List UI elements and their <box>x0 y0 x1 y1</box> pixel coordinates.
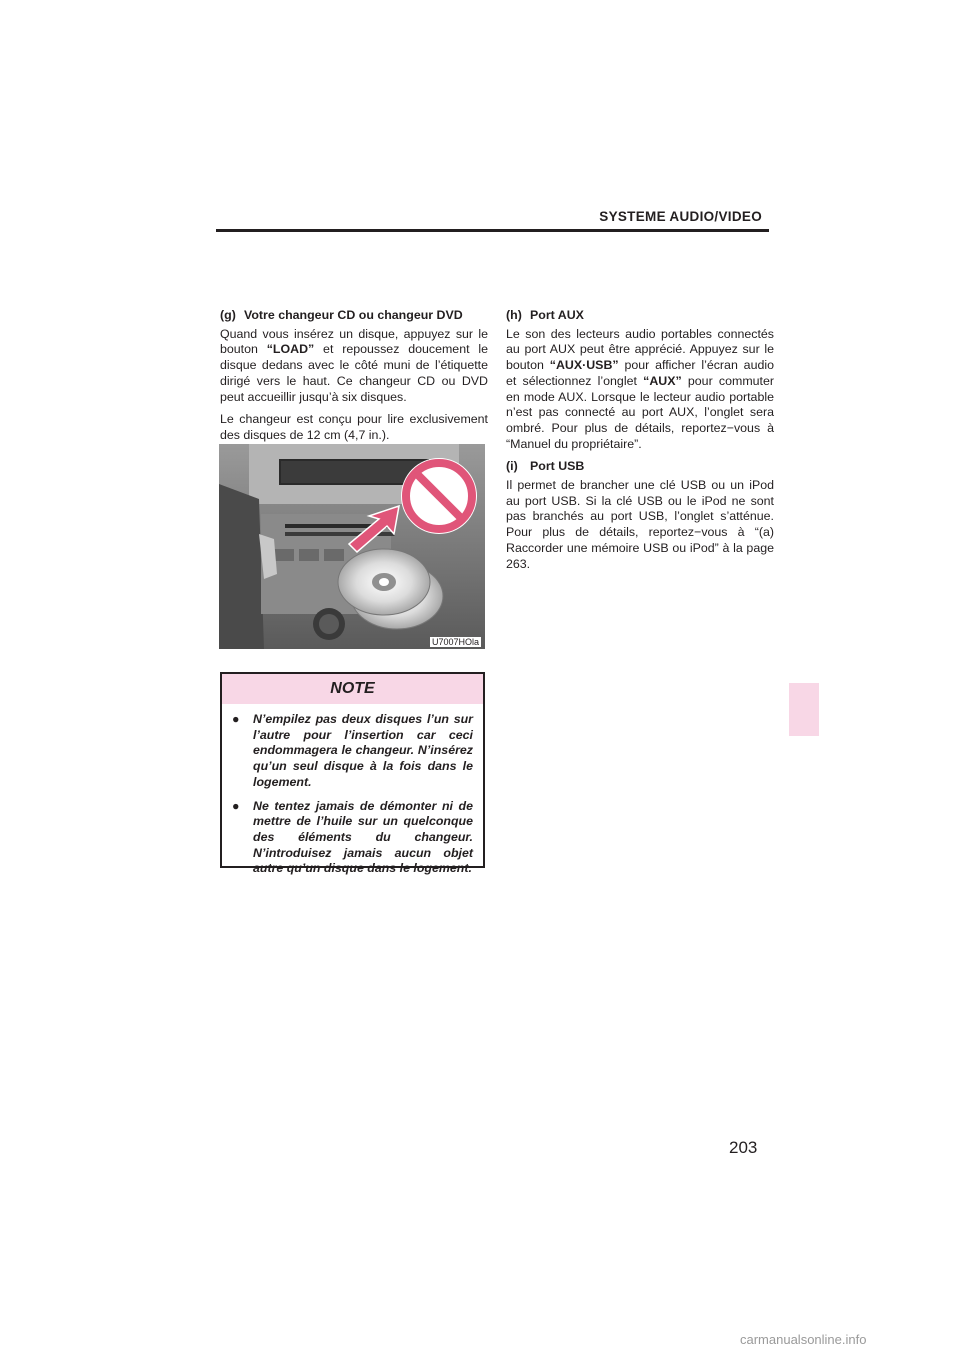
right-column <box>506 308 774 579</box>
aux-usb-button-label: “AUX·USB” <box>549 358 619 373</box>
text-run: Quand vous insérez un disque, appuyez sur le bouton <box>220 326 488 357</box>
section-i-paragraph: Il permet de brancher une clé USB ou un iPod au port USB. Si la clé USB ou le iPod ne sont pas branchés au port USB, l’onglet s’atténue. Pour plus de détails, reportez−vous à “(a) Raccorder une mémoire USB ou iPod” à la page 263. <box>506 478 774 571</box>
section-i-heading <box>506 459 774 475</box>
bullet-icon: ● <box>232 798 240 813</box>
section-h-heading <box>506 308 774 324</box>
section-h-paragraph <box>506 327 774 453</box>
text-run: Le son des lecteurs audio portables connectés au port AUX peut être apprécié. Appuyez sur le bouton <box>506 326 774 373</box>
load-button-label: “LOAD” <box>266 342 315 357</box>
cd-changer-illustration <box>219 444 485 649</box>
note-heading: NOTE <box>222 674 483 704</box>
section-h-title: Port AUX <box>530 308 584 322</box>
header-rule <box>216 229 769 232</box>
note-item-text: N’empilez pas deux disques l’un sur l’autre pour l’insertion car ceci endommagera le changeur. N’insérez qu’un seul disque à la fois dans le logement. <box>253 712 473 789</box>
left-column <box>220 308 488 451</box>
aux-tab-label: “AUX” <box>643 373 682 388</box>
figure-code: U7007HOla <box>431 637 479 647</box>
cd-changer-photo <box>219 444 485 649</box>
note-box <box>220 672 485 876</box>
page-header-title: SYSTEME AUDIO/VIDEO <box>599 209 762 224</box>
section-h-letter: (h) <box>506 308 522 322</box>
text-run: pour afficher l’écran audio et sélectionnez l’onglet <box>506 358 775 388</box>
note-list <box>222 704 483 877</box>
note-item <box>232 799 473 878</box>
section-g-title: Votre changeur CD ou changeur DVD <box>244 308 463 322</box>
section-i-letter: (i) <box>506 459 518 474</box>
note-item-text: Ne tentez jamais de démonter ni de mettre de l’huile sur un quelconque des éléments du changeur. N’introduisez jamais aucun objet autre qu’un disque dans le logement. <box>253 798 473 876</box>
note-item <box>232 712 473 791</box>
section-side-tab <box>789 683 819 736</box>
text-run: et repoussez doucement le disque dedans avec le côté muni de l’étiquette dirigé vers le haut. Ce changeur CD ou DVD peut accueillir jusqu’à six disques. <box>220 342 488 404</box>
section-g-paragraph-1 <box>220 327 488 406</box>
page-number: 203 <box>729 1138 758 1157</box>
section-g-heading <box>220 308 488 324</box>
watermark-link[interactable]: carmanualsonline.info <box>740 1332 867 1347</box>
text-run: pour commuter en mode AUX. Lorsque le lecteur audio portable n’est pas connecté au port AUX, l’onglet sera ombré. Pour plus de détails, reportez−vous à “Manuel du propriétaire”. <box>506 373 774 451</box>
bullet-icon: ● <box>232 712 240 726</box>
section-g-letter: (g) <box>220 308 236 322</box>
section-g-paragraph-2: Le changeur est conçu pour lire exclusivement des disques de 12 cm (4,7 in.). <box>220 412 488 442</box>
section-i-title: Port USB <box>530 459 585 474</box>
